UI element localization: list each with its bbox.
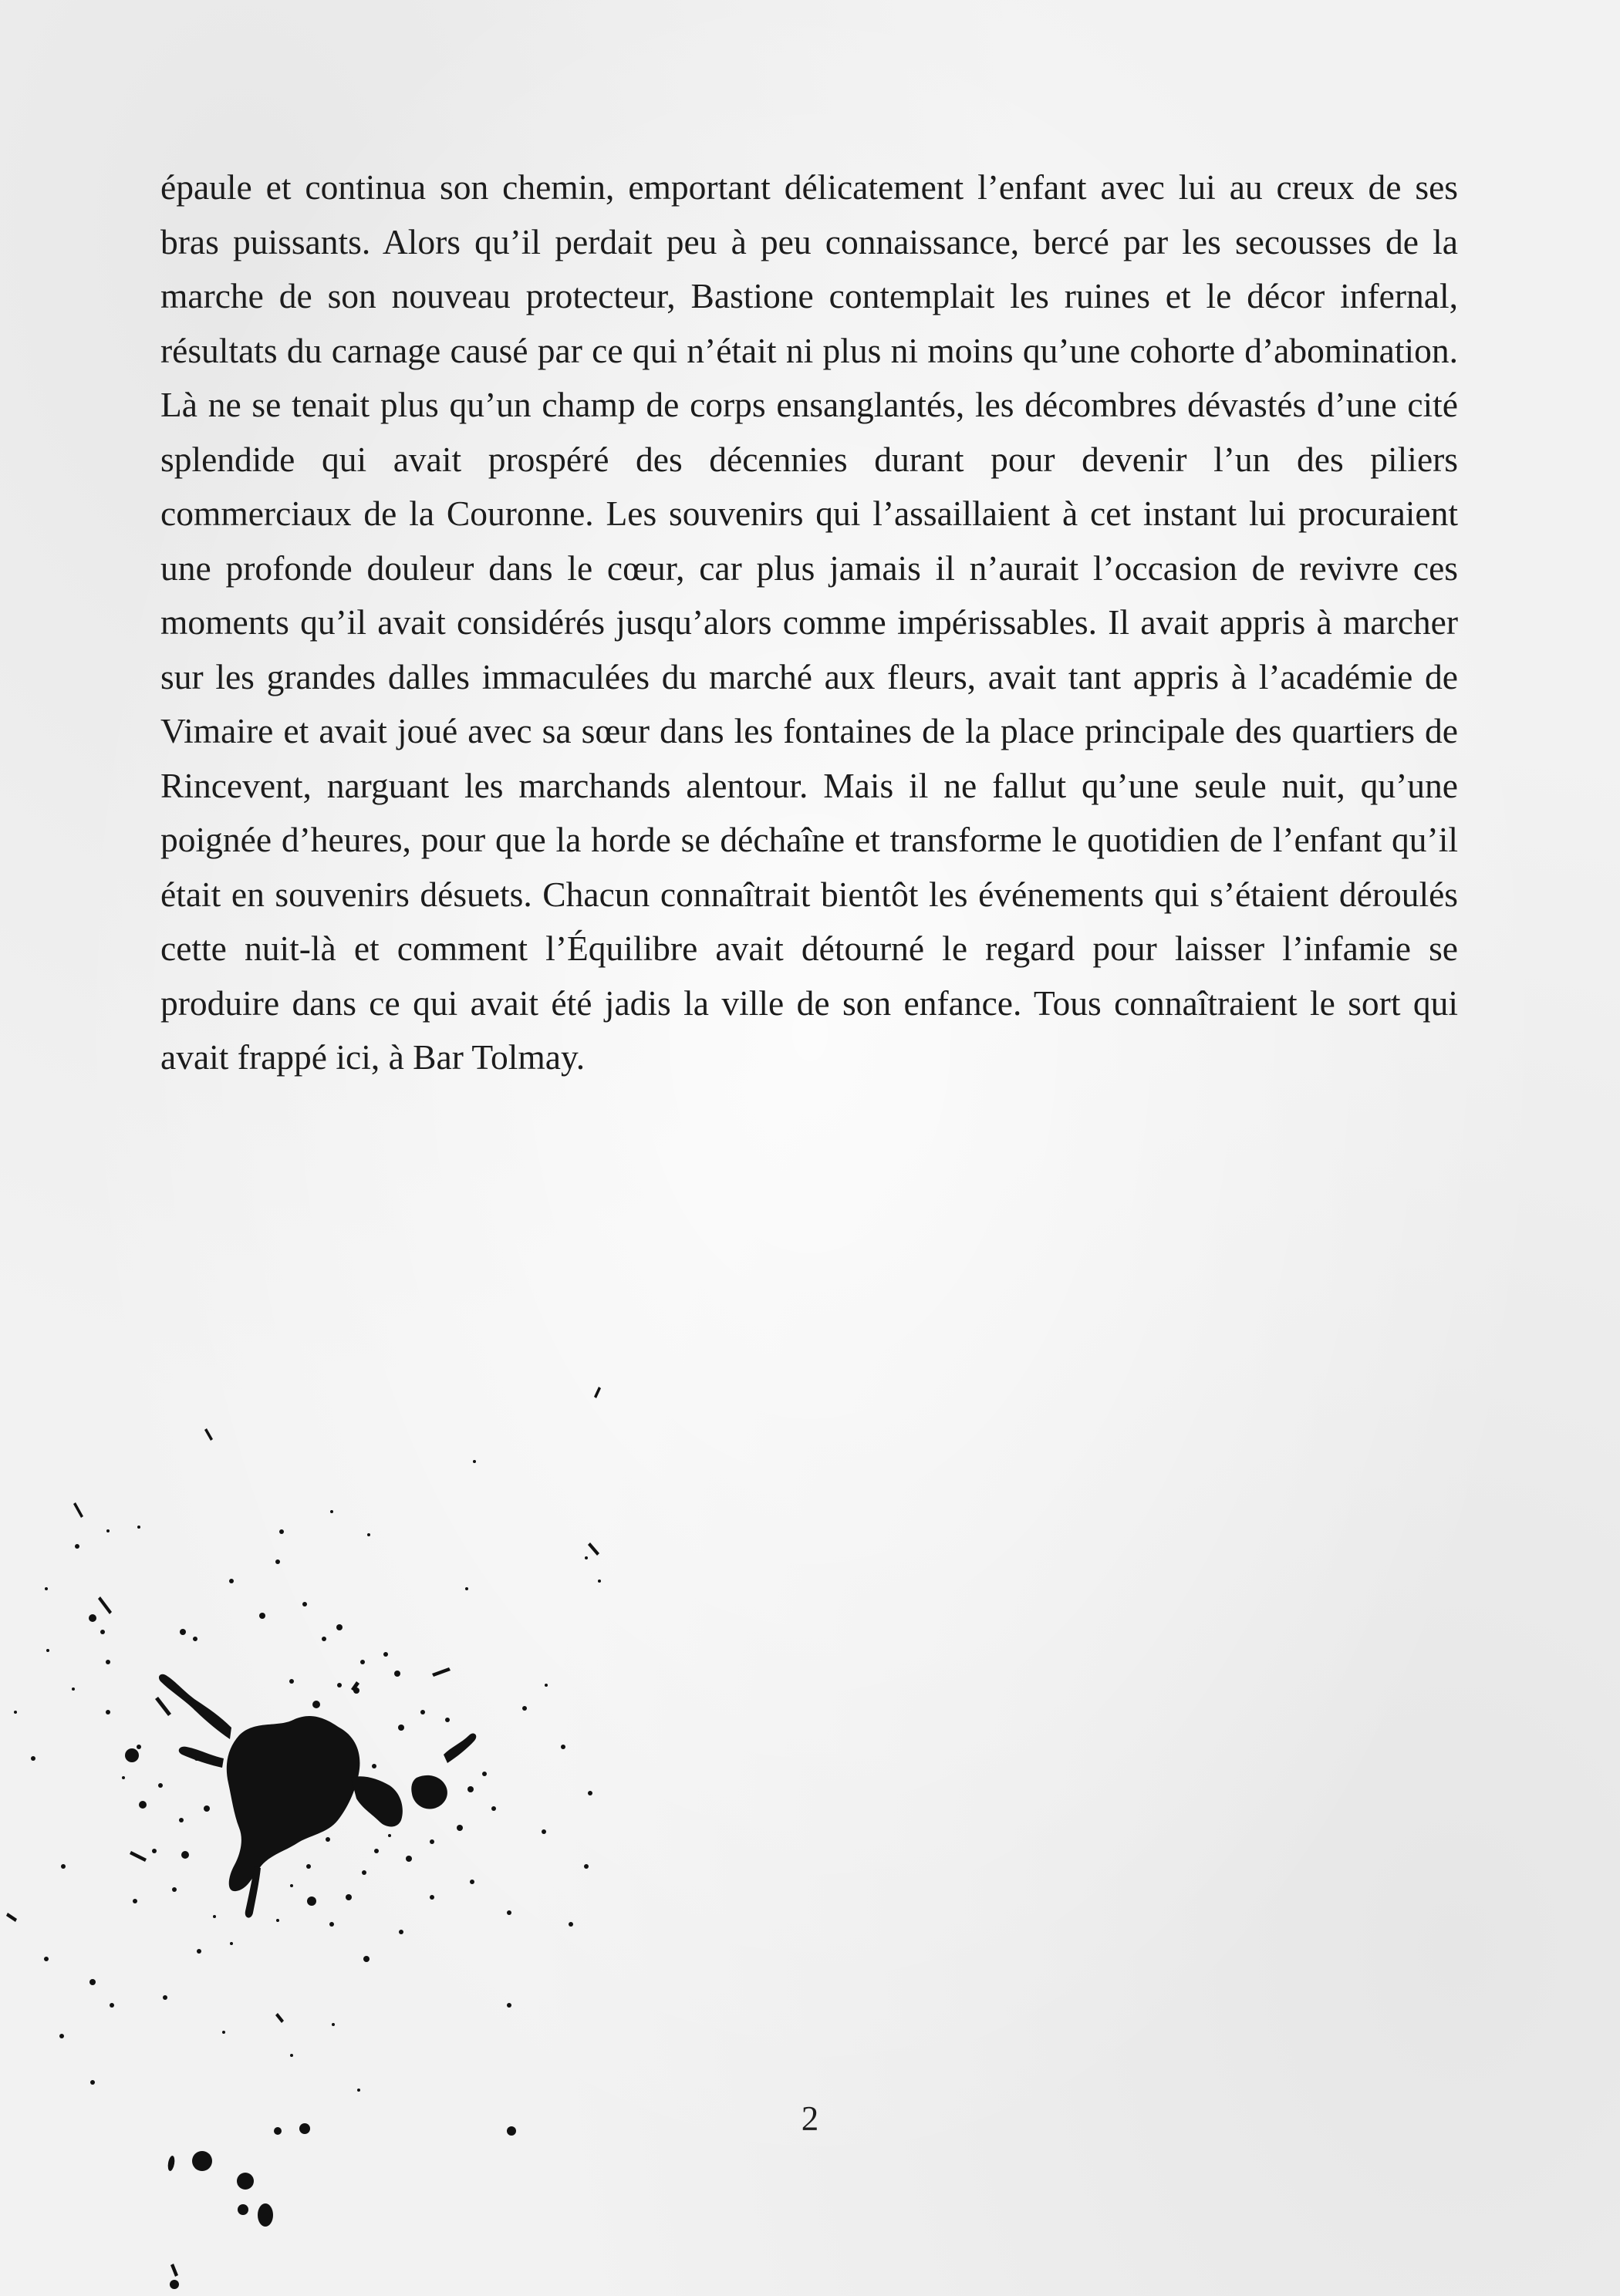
ink-splatter-icon [0,1357,617,2296]
body-paragraph: épaule et continua son chemin, emportant délicatement l’enfant avec lui au creux de ses bras puissants. Alors qu’il perdait peu à peu connaissance, bercé par les secousses de la marche de son nouveau protecteur, Bastione contemplait les ruines et le décor infernal, résultats du carnage causé par ce qui n’était ni plus ni moins qu’une cohorte d’abomination. Là ne se tenait plus qu’un champ de corps ensanglantés, les décombres dévastés d’une cité splendide qui avait prospéré des décennies durant pour devenir l’un des piliers commerciaux de la Couronne. Les souvenirs qui l’assaillaient à cet instant lui procuraient une profonde douleur dans le cœur, car plus jamais il n’aurait l’occasion de revivre ces moments qu’il avait considérés jusqu’alors comme impérissables. Il avait appris à marcher sur les grandes dalles immaculées du marché aux fleurs, avait tant appris à l’académie de Vimaire et avait joué avec sa sœur dans les fontaines de la place principale des quartiers de Rincevent, narguant les marchands alentour. Mais il ne fallut qu’une seule nuit, qu’une poignée d’heures, pour que la horde se déchaîne et transforme le quotidien de l’enfant qu’il était en souvenirs désuets. Chacun connaîtrait bientôt les événements qui s’étaient déroulés cette nuit-là et comment l’Équilibre avait détourné le regard pour laisser l’infamie se produire dans ce qui avait été jadis la ville de son enfance. Tous connaîtraient le sort qui avait frappé ici, à Bar Tolmay. [160,167,1458,1077]
page-number: 2 [801,2099,819,2138]
